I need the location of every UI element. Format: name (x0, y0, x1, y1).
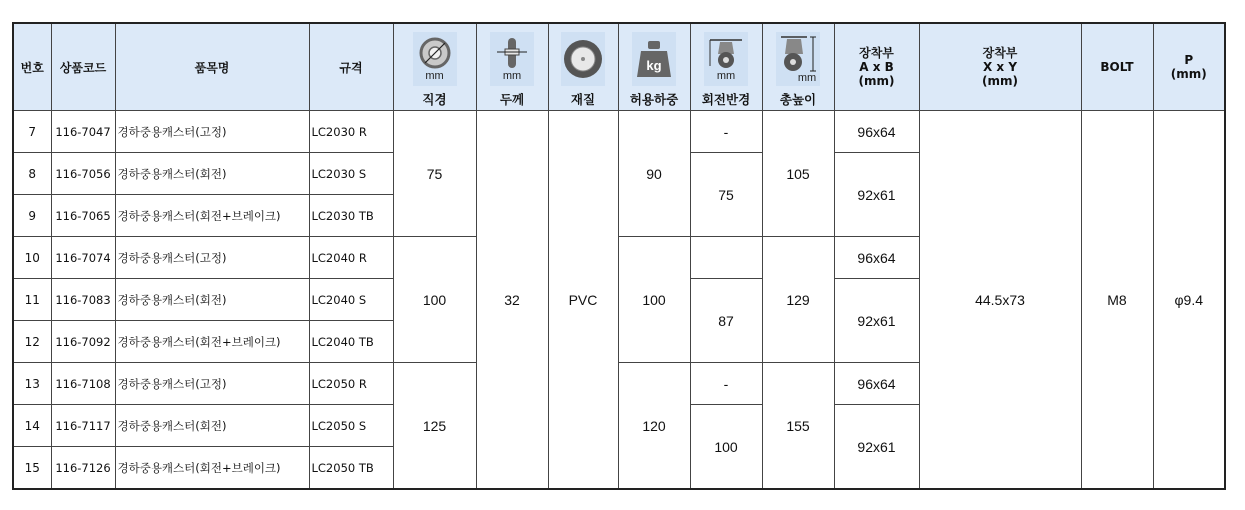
cell-diameter: 100 (393, 237, 476, 363)
header-code: 상품코드 (51, 23, 115, 111)
cell-p: φ9.4 (1153, 111, 1225, 490)
header-diameter (393, 23, 476, 111)
wheel-material-icon (561, 32, 605, 86)
mount-ab-line1: 장착부 (859, 46, 894, 60)
header-p (1153, 23, 1225, 111)
cell-name: 경하중용캐스터(회전) (115, 153, 309, 195)
thickness-unit: mm (502, 70, 522, 82)
p-line2: (mm) (1170, 67, 1207, 81)
weight-unit: kg (646, 58, 662, 73)
cell-mount-ab: 96x64 (834, 363, 919, 405)
cell-code: 116-7126 (51, 447, 115, 490)
header-total-height (762, 23, 834, 111)
cell-no: 14 (13, 405, 51, 447)
cell-mount-ab: 92x61 (834, 279, 919, 363)
cell-code: 116-7108 (51, 363, 115, 405)
mount-xy-line2: X x Y (982, 60, 1018, 74)
cell-spec: LC2050 TB (309, 447, 393, 490)
material-label: 재질 (570, 92, 596, 107)
caster-spec-table-wrapper (12, 22, 1224, 490)
mount-xy-line1: 장착부 (982, 46, 1018, 60)
cell-name: 경하중용캐스터(회전+브레이크) (115, 321, 309, 363)
swivel-radius-icon (704, 32, 748, 86)
header-mount-xy (919, 23, 1081, 111)
cell-material: PVC (548, 111, 618, 490)
total-height-icon (776, 32, 820, 86)
diameter-label: 직경 (422, 92, 447, 107)
cell-code: 116-7083 (51, 279, 115, 321)
total-height-label: 총높이 (779, 92, 817, 107)
cell-swivel: 75 (690, 153, 762, 237)
mount-ab-line3: (mm) (858, 74, 895, 88)
cell-spec: LC2050 R (309, 363, 393, 405)
cell-swivel: - (690, 363, 762, 405)
caster-spec-table (12, 22, 1226, 490)
cell-name: 경하중용캐스터(회전) (115, 405, 309, 447)
cell-mount-ab: 96x64 (834, 111, 919, 153)
table-row (13, 111, 1225, 153)
cell-spec: LC2030 R (309, 111, 393, 153)
cell-load: 90 (618, 111, 690, 237)
cell-swivel: - (690, 111, 762, 153)
cell-name: 경하중용캐스터(회전+브레이크) (115, 447, 309, 490)
wheel-thickness-icon (490, 32, 534, 86)
cell-code: 116-7065 (51, 195, 115, 237)
swivel-unit: mm (716, 70, 736, 82)
header-row (13, 23, 1225, 111)
height-unit: mm (797, 72, 817, 84)
diameter-unit: mm (425, 70, 444, 82)
cell-diameter: 125 (393, 363, 476, 490)
cell-swivel: 100 (690, 405, 762, 490)
header-load (618, 23, 690, 111)
cell-code: 116-7117 (51, 405, 115, 447)
cell-name: 경하중용캐스터(회전) (115, 279, 309, 321)
header-no: 번호 (13, 23, 51, 111)
cell-no: 13 (13, 363, 51, 405)
cell-mount-ab: 96x64 (834, 237, 919, 279)
cell-spec: LC2040 S (309, 279, 393, 321)
cell-diameter: 75 (393, 111, 476, 237)
cell-no: 12 (13, 321, 51, 363)
cell-no: 10 (13, 237, 51, 279)
cell-no: 9 (13, 195, 51, 237)
cell-spec: LC2030 S (309, 153, 393, 195)
cell-name: 경하중용캐스터(고정) (115, 237, 309, 279)
cell-code: 116-7056 (51, 153, 115, 195)
header-thickness (476, 23, 548, 111)
cell-code: 116-7092 (51, 321, 115, 363)
cell-height: 105 (762, 111, 834, 237)
cell-spec: LC2040 TB (309, 321, 393, 363)
cell-code: 116-7074 (51, 237, 115, 279)
swivel-radius-label: 회전반경 (701, 92, 751, 107)
header-material (548, 23, 618, 111)
cell-no: 7 (13, 111, 51, 153)
weight-icon (632, 32, 676, 86)
cell-spec: LC2050 S (309, 405, 393, 447)
header-mount-ab (834, 23, 919, 111)
header-bolt: BOLT (1081, 23, 1153, 111)
cell-swivel: 87 (690, 279, 762, 363)
mount-xy-line3: (mm) (982, 74, 1018, 88)
cell-spec: LC2040 R (309, 237, 393, 279)
cell-no: 11 (13, 279, 51, 321)
cell-no: 8 (13, 153, 51, 195)
cell-bolt: M8 (1081, 111, 1153, 490)
wheel-diameter-icon (413, 32, 457, 86)
cell-height: 129 (762, 237, 834, 363)
mount-ab-line2: A x B (859, 60, 894, 74)
cell-load: 100 (618, 237, 690, 363)
cell-name: 경하중용캐스터(고정) (115, 363, 309, 405)
cell-mount-ab: 92x61 (834, 153, 919, 237)
p-line1: P (1184, 53, 1194, 67)
cell-mount-xy: 44.5x73 (919, 111, 1081, 490)
header-swivel-radius (690, 23, 762, 111)
cell-mount-ab: 92x61 (834, 405, 919, 490)
cell-code: 116-7047 (51, 111, 115, 153)
cell-thickness: 32 (476, 111, 548, 490)
cell-spec: LC2030 TB (309, 195, 393, 237)
cell-name: 경하중용캐스터(고정) (115, 111, 309, 153)
cell-no: 15 (13, 447, 51, 490)
cell-swivel (690, 237, 762, 279)
cell-height: 155 (762, 363, 834, 490)
header-spec: 규격 (309, 23, 393, 111)
cell-load: 120 (618, 363, 690, 490)
cell-name: 경하중용캐스터(회전+브레이크) (115, 195, 309, 237)
header-name: 품목명 (115, 23, 309, 111)
load-label: 허용하중 (629, 92, 679, 107)
thickness-label: 두께 (499, 92, 525, 107)
